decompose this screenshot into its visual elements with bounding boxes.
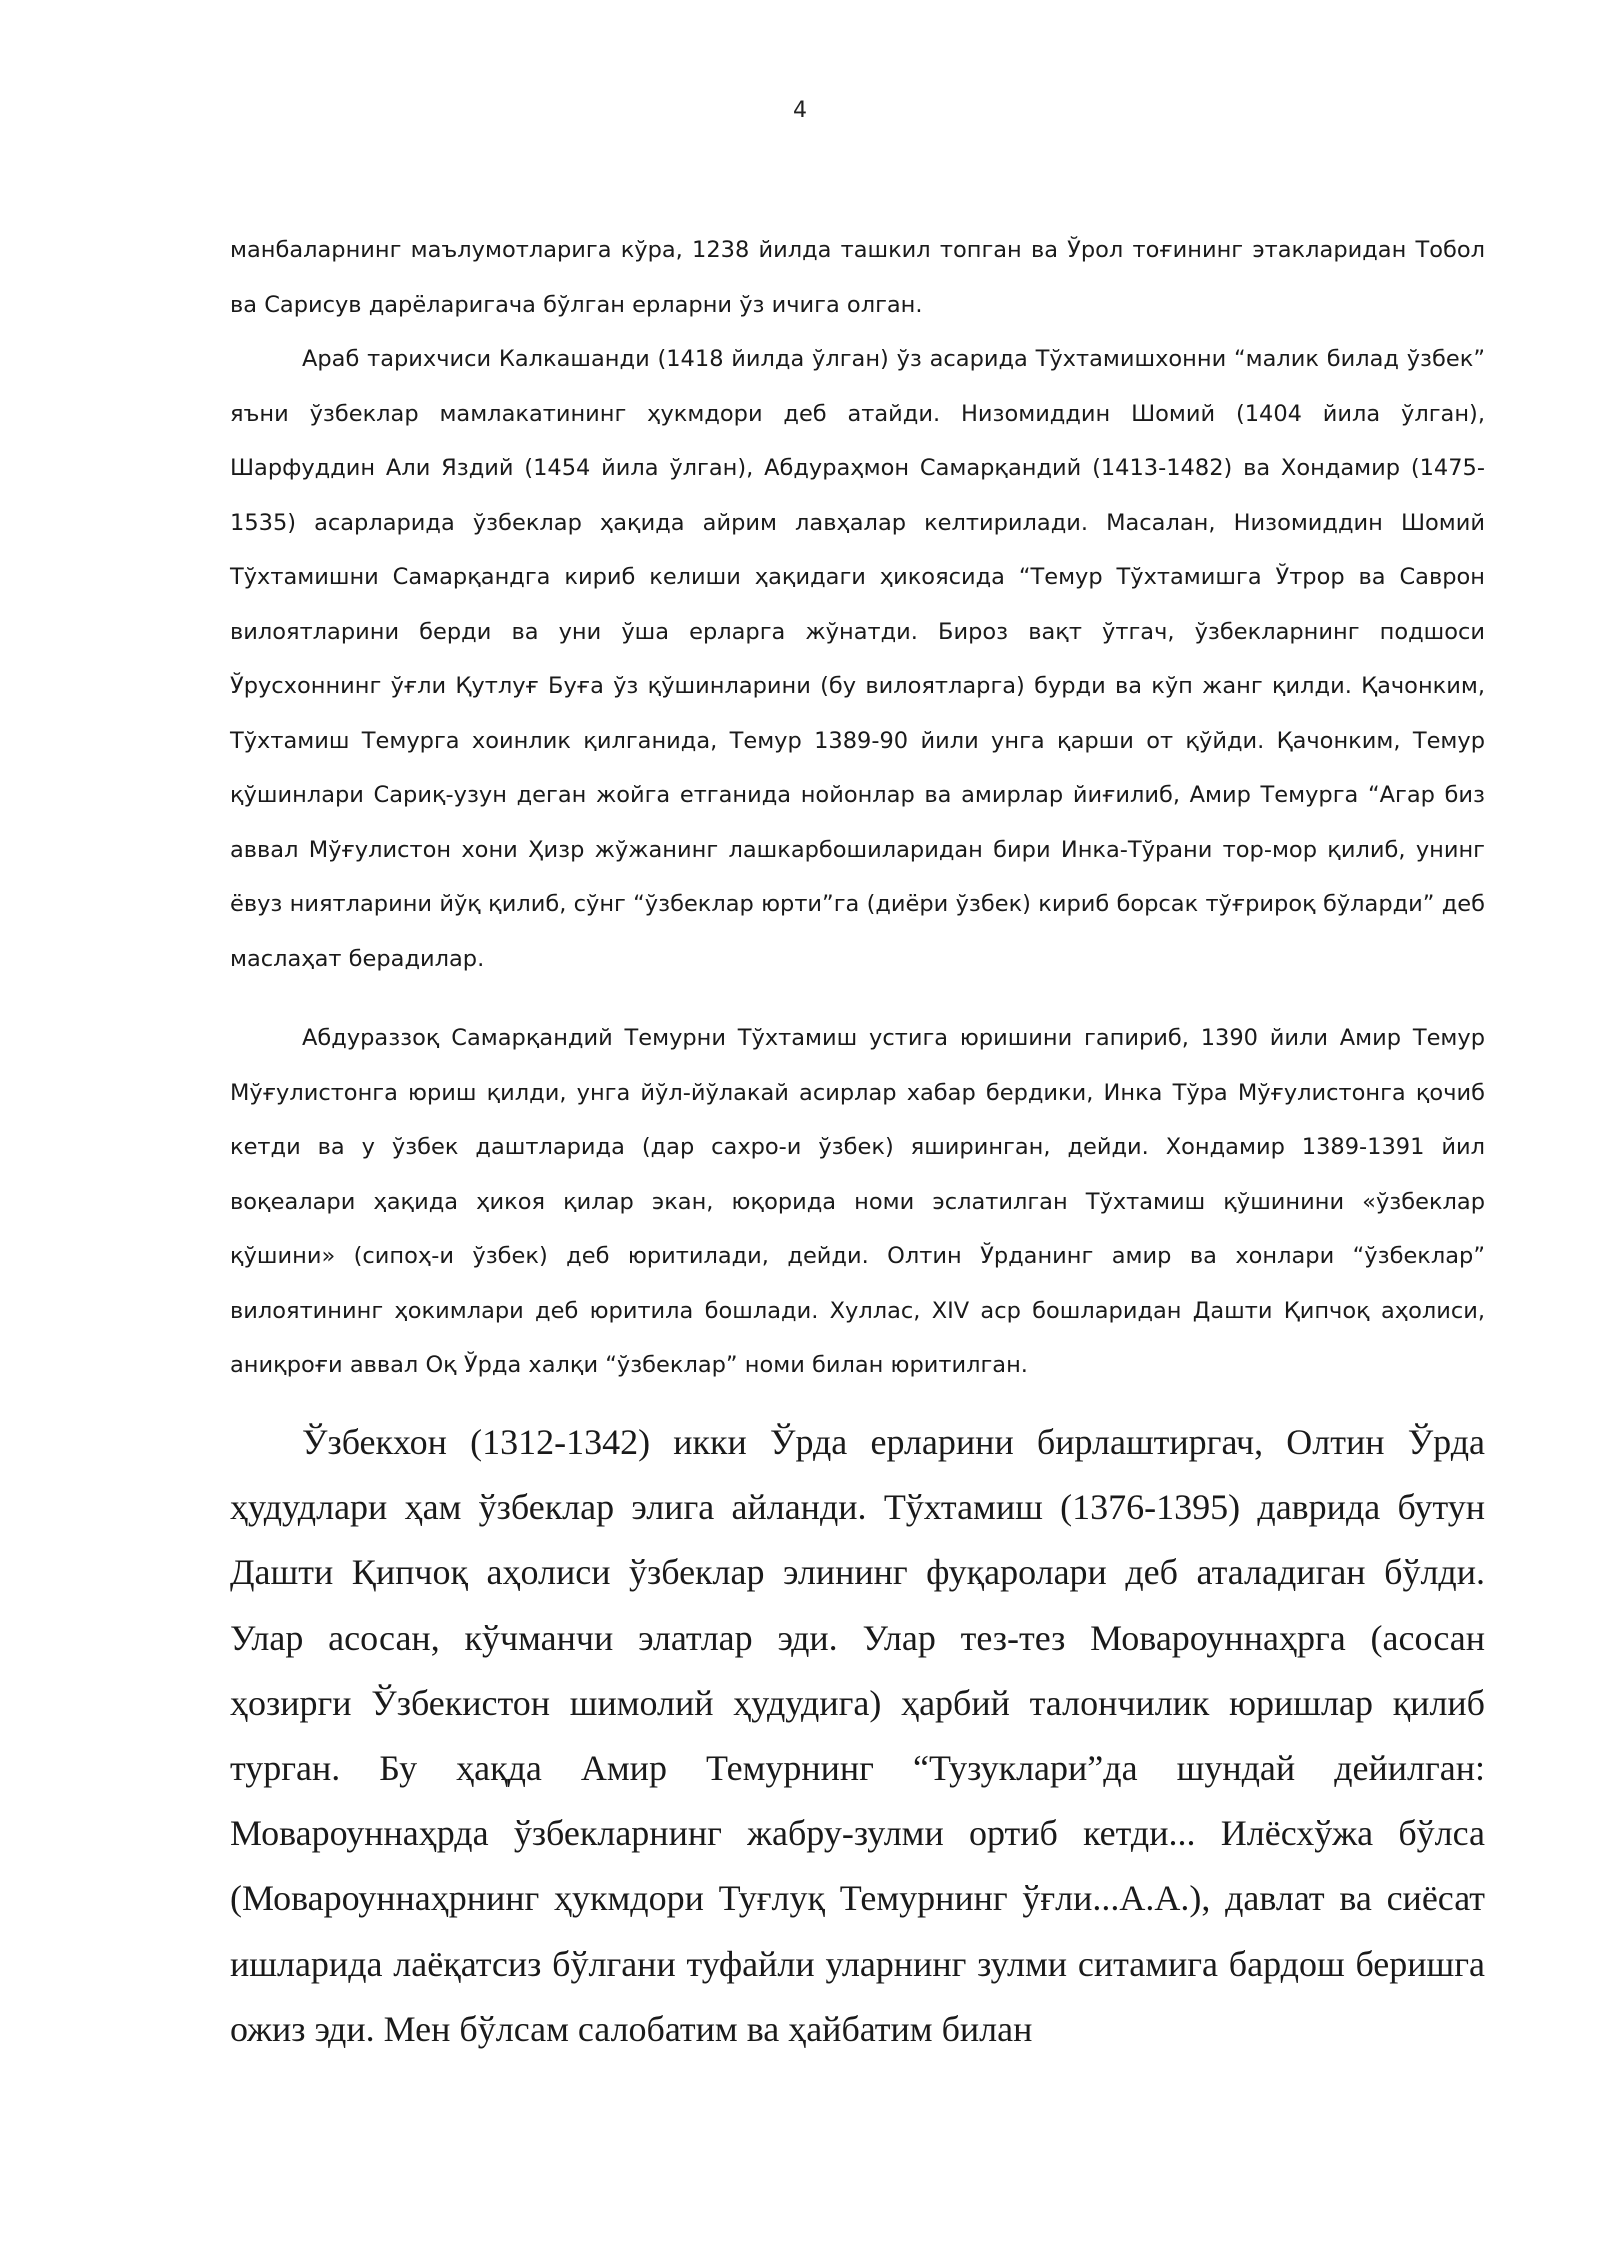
document-body: [230, 223, 1485, 986]
paragraph-kalkashandi: Араб тарихчиси Калкашанди (1418 йилда ўлган) ўз асарида Тўхтамишхонни “малик билад ўзбек” яъни ўзбеклар мамлакатининг ҳукмдори деб атайди. Низомиддин Шомий (1404 йила ўлган), Шарфуддин Али Яздий (1454 йила ўлган), Абдураҳмон Самарқандий (1413-1482) ва Хондамир (1475-1535) асарларида ўзбеклар ҳақида айрим лавҳалар келтирилади. Масалан, Низомиддин Шомий Тўхтамишни Самарқандга кириб келиши ҳақидаги ҳикоясида “Темур Тўхтамишга Ўтрор ва Саврон вилоятларини берди ва уни ўша ерларга жўнатди. Бироз вақт ўтгач, ўзбекларнинг подшоси Ўрусхоннинг ўғли Қутлуғ Буға ўз қўшинларини (бу вилоятларга) бурди ва кўп жанг қилди. Қачонким, Тўхтамиш Темурга хоинлик қилганида, Темур 1389-90 йили унга қарши от қўйди. Қачонким, Темур қўшинлари Сариқ-узун деган жойга етганида нойонлар ва амирлар йиғилиб, Амир Темурга “Агар биз аввал Мўғулистон хони Ҳизр жўжанинг лашкарбошиларидан бири Инка-Тўрани тор-мор қилиб, унинг ёвуз ниятларини йўқ қилиб, сўнг “ўзбеклар юрти”га (диёри ўзбек) кириб борсак тўғрироқ бўларди” деб маслаҳат берадилар.: [230, 346, 1485, 972]
paragraph-continued: манбаларнинг маълумотларига кўра, 1238 йилда ташкил топган ва Ўрол тоғининг этакларидан Тобол ва Сарисув дарёларигача бўлган ерларни ўз ичига олган.: [230, 237, 1485, 318]
page-number: 4: [793, 98, 807, 123]
paragraph-uzbekkhon: Ўзбекхон (1312-1342) икки Ўрда ерларини бирлаштиргач, Олтин Ўрда ҳудудлари ҳам ўзбеклар элига айланди. Тўхтамиш (1376-1395) даврида бутун Дашти Қипчоқ аҳолиси ўзбеклар элининг фуқаролари деб аталадиган бўлди. Улар асосан, кўчманчи элатлар эди. Улар тез-тез Мовароуннаҳрга (асосан ҳозирги Ўзбекистон шимолий ҳудудига) ҳарбий талончилик юришлар қилиб турган. Бу ҳақда Амир Темурнинг “Тузуклари”да шундай дейилган: Мовароуннаҳрда ўзбекларнинг жабру-зулми ортиб кетди... Илёсхўжа бўлса (Мовароуннаҳрнинг ҳукмдори Туғлуқ Темурнинг ўғли...А.А.), давлат ва сиёсат ишларида лаёқатсиз бўлгани туфайли уларнинг зулми ситамига бардош беришга ожиз эди. Мен бўлсам салобатим ва ҳайбатим билан: [230, 1422, 1485, 2049]
document-body-section-3: [230, 1410, 1485, 2062]
paragraph-abdurazzoq: Абдураззоқ Самарқандий Темурни Тўхтамиш устига юришини гапириб, 1390 йили Амир Темур Мўғулистонга юриш қилди, унга йўл-йўлакай асирлар хабар бердики, Инка Тўра Мўғулистонга қочиб кетди ва у ўзбек даштларида (дар сахро-и ўзбек) яширинган, дейди. Хондамир 1389-1391 йил воқеалари ҳақида ҳикоя қилар экан, юқорида номи эслатилган Тўхтамиш қўшинини «ўзбеклар қўшини» (сипоҳ-и ўзбек) деб юритилади, дейди. Олтин Ўрданинг амир ва хонлари “ўзбеклар” вилоятининг ҳокимлари деб юритила бошлади. Хуллас, XIV аср бошларидан Дашти Қипчоқ аҳолиси, аниқроғи аввал Оқ Ўрда халқи “ўзбеклар” номи билан юритилган.: [230, 1025, 1485, 1378]
document-body-section-2: [230, 1011, 1485, 1393]
